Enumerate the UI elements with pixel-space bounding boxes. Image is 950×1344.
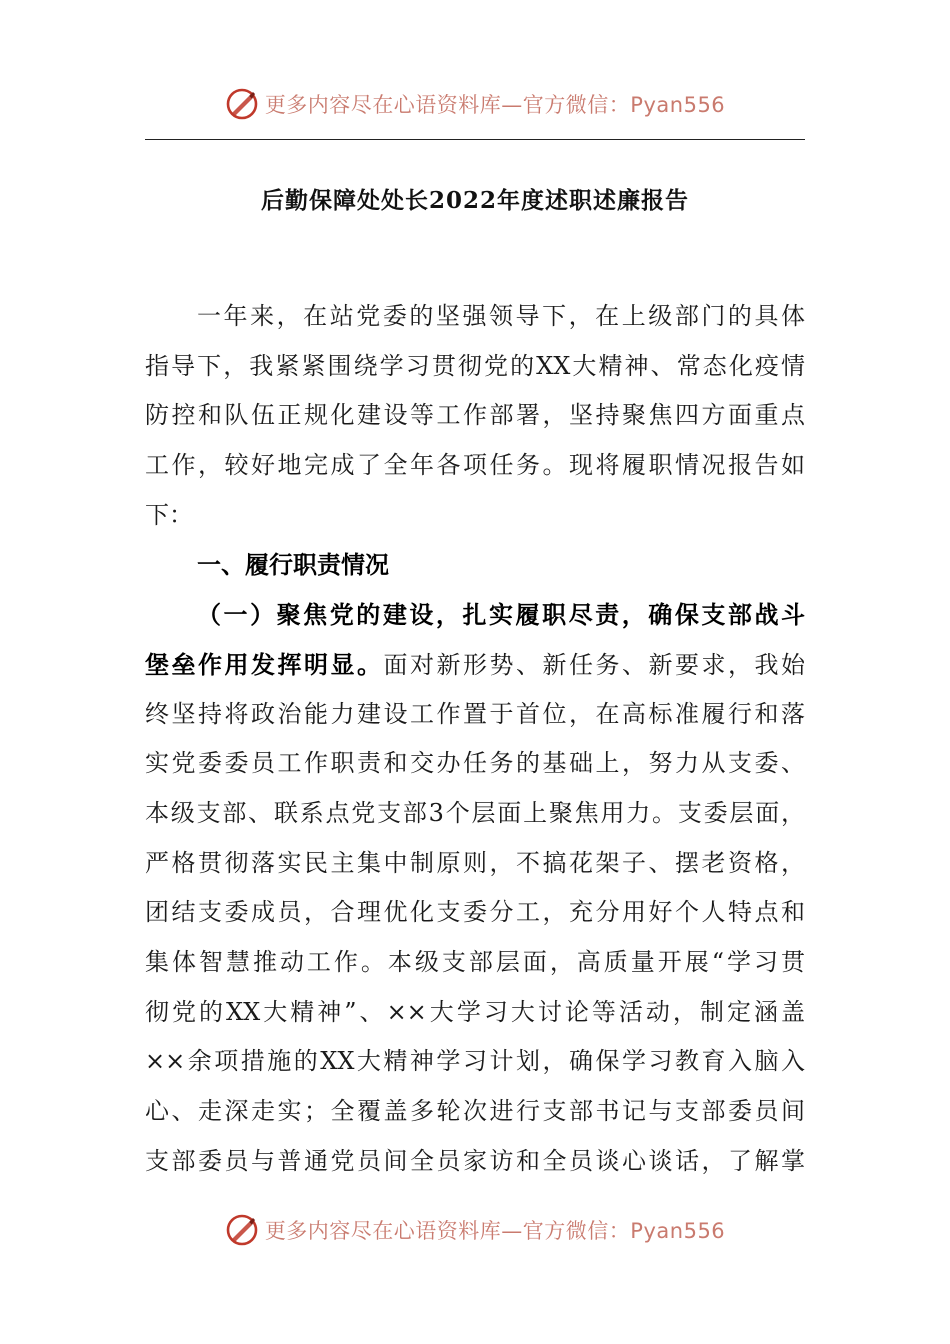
paragraph-line: 实党委委员工作职责和交办任务的基础上，努力从支委、 (145, 749, 805, 778)
paragraph-line: 严格贯彻落实民主集中制原则，不搞花架子、摆老资格， (145, 848, 805, 877)
pen-logo-icon (225, 1213, 259, 1247)
paragraph-line: 支部委员与普通党员间全员家访和全员谈心谈话，了解掌 (145, 1146, 805, 1175)
paragraph-line: 指导下，我紧紧围绕学习贯彻党的XX大精神、常态化疫情 (145, 351, 805, 380)
watermark-text: 更多内容尽在心语资料库—官方微信：Pyan556 (264, 93, 726, 117)
paragraph-line: 终坚持将政治能力建设工作置于首位，在高标准履行和落 (145, 699, 805, 728)
paragraph-line: 下： (145, 500, 193, 529)
pen-logo-icon (225, 87, 259, 121)
subsection-heading: （一）聚焦党的建设，扎实履职尽责，确保支部战斗 (197, 600, 805, 630)
watermark-header (0, 82, 950, 126)
document-body (145, 292, 805, 1186)
paragraph-line: 本级支部、联系点党支部3个层面上聚焦用力。支委层面， (145, 798, 805, 827)
paragraph-line: 集体智慧推动工作。本级支部层面，高质量开展“学习贯 (145, 947, 805, 976)
paragraph-line: ××余项措施的XX大精神学习计划，确保学习教育入脑入 (145, 1047, 805, 1076)
document-title: 后勤保障处处长2022年度述职述廉报告 (260, 187, 689, 214)
section-heading: 一、履行职责情况 (197, 550, 389, 580)
header-divider (145, 139, 805, 140)
paragraph-line: 工作，较好地完成了全年各项任务。现将履职情况报告如 (145, 451, 805, 480)
paragraph-line: 一年来，在站党委的坚强领导下，在上级部门的具体 (197, 302, 805, 330)
paragraph-line: 彻党的XX大精神”、××大学习大讨论等活动，制定涵盖 (145, 997, 805, 1026)
watermark-footer (0, 1208, 950, 1252)
subsection-heading-end: 堡垒作用发挥明显。 (145, 649, 384, 679)
paragraph-line: 团结支委成员，合理优化支委分工，充分用好个人特点和 (145, 898, 805, 927)
paragraph-line: 防控和队伍正规化建设等工作部署，坚持聚焦四方面重点 (145, 401, 805, 430)
paragraph-text: 面对新形势、新任务、新要求，我始 (383, 650, 805, 679)
paragraph-line: 心、走深走实；全覆盖多轮次进行支部书记与支部委员间 (145, 1097, 805, 1125)
paragraph-line (145, 640, 805, 690)
watermark-text: 更多内容尽在心语资料库—官方微信：Pyan556 (264, 1219, 726, 1243)
